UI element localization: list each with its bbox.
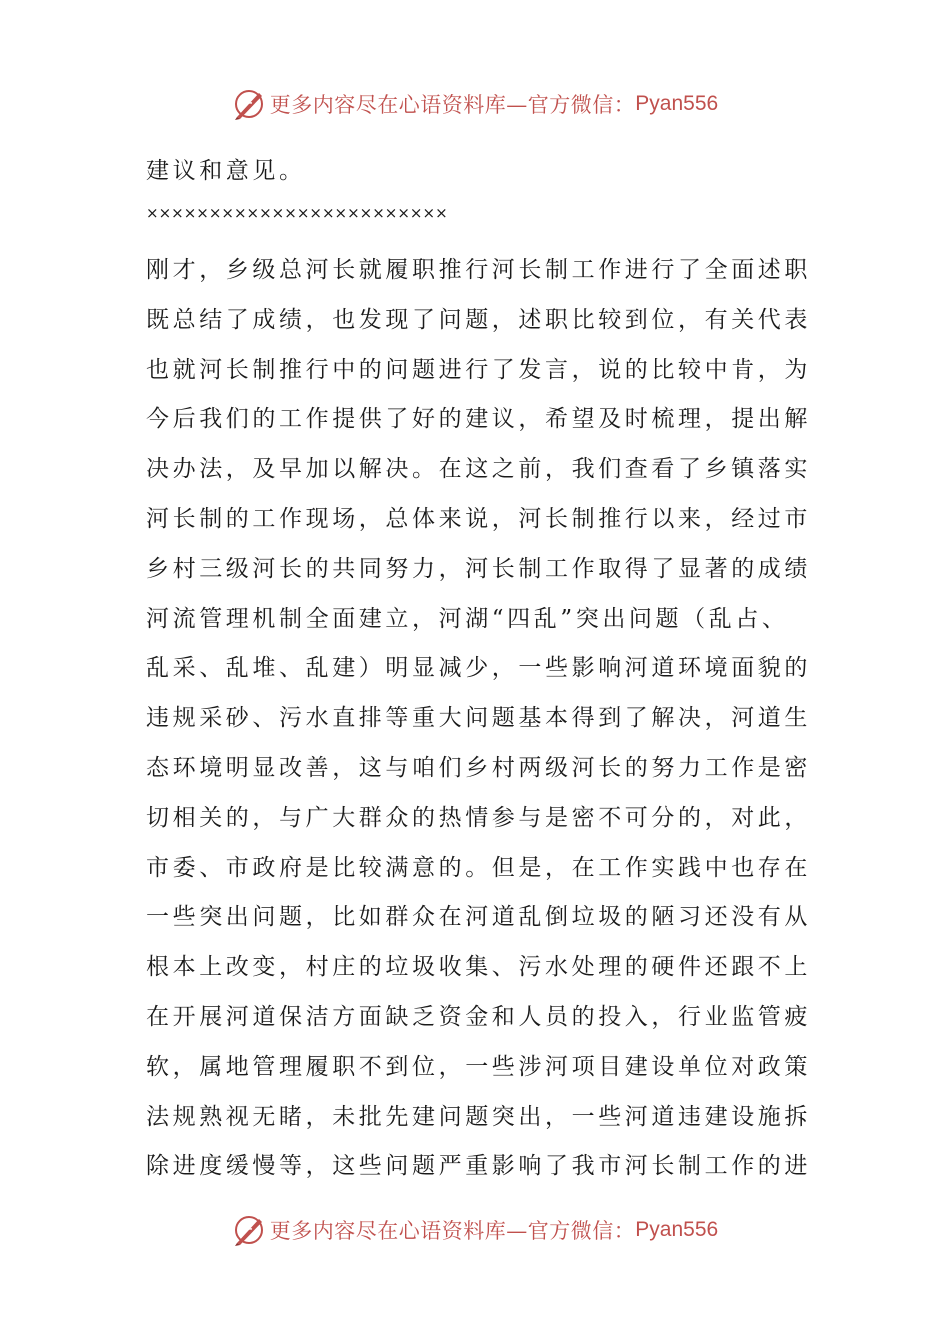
pen-logo-icon [232, 1213, 266, 1247]
paragraph-line: 乡村三级河长的共同努力，河长制工作取得了显著的成绩 [146, 555, 811, 582]
paragraph-line: 在开展河道保洁方面缺乏资金和人员的投入，行业监管疲 [146, 1003, 811, 1030]
separator-line: ×××××××××××××××××××××××× [146, 204, 448, 222]
paragraph-line: 既总结了成绩，也发现了问题，述职比较到位，有关代表 [146, 306, 811, 333]
paragraph-line: 市委、市政府是比较满意的。但是，在工作实践中也存在 [146, 854, 811, 881]
footer-banner-title: 更多内容尽在心语资料库—官方微信： [269, 1219, 636, 1243]
paragraph-line: 河长制的工作现场，总体来说，河长制推行以来，经过市 [146, 505, 811, 532]
paragraph-line: 刚才，乡级总河长就履职推行河长制工作进行了全面述职 [146, 257, 811, 283]
pen-logo-icon [232, 87, 266, 121]
header-banner [0, 84, 950, 124]
paragraph-line: 乱采、乱堆、乱建）明显减少，一些影响河道环境面貌的 [146, 655, 811, 682]
body-paragraph [146, 246, 826, 1192]
paragraph-line: 河流管理机制全面建立，河湖“四乱”突出问题（乱占、 [146, 605, 789, 632]
header-banner-title: 更多内容尽在心语资料库—官方微信： [269, 93, 636, 117]
paragraph-line: 违规采砂、污水直排等重大问题基本得到了解决，河道生 [146, 705, 811, 732]
paragraph-line: 除进度缓慢等，这些问题严重影响了我市河长制工作的进 [146, 1153, 811, 1180]
paragraph-line: 今后我们的工作提供了好的建议，希望及时梳理，提出解 [146, 406, 811, 433]
paragraph-line: 一些突出问题，比如群众在河道乱倒垃圾的陋习还没有从 [146, 904, 811, 931]
header-banner-wechat: Pyan556 [635, 92, 719, 115]
paragraph-line: 切相关的，与广大群众的热情参与是密不可分的，对此， [146, 804, 811, 831]
paragraph-line: 也就河长制推行中的问题进行了发言，说的比较中肯，为 [146, 356, 811, 383]
footer-banner-wechat: Pyan556 [635, 1218, 719, 1241]
paragraph-line: 法规熟视无睹，未批先建问题突出，一些河道违建设施拆 [146, 1103, 811, 1130]
opening-line: 建议和意见。 [146, 158, 306, 184]
footer-banner [0, 1210, 950, 1250]
paragraph-line: 态环境明显改善，这与咱们乡村两级河长的努力工作是密 [146, 754, 811, 781]
paragraph-line: 决办法，及早加以解决。在这之前，我们查看了乡镇落实 [146, 456, 811, 483]
paragraph-line: 根本上改变，村庄的垃圾收集、污水处理的硬件还跟不上 [146, 954, 811, 981]
paragraph-line: 软，属地管理履职不到位，一些涉河项目建设单位对政策 [146, 1053, 811, 1080]
